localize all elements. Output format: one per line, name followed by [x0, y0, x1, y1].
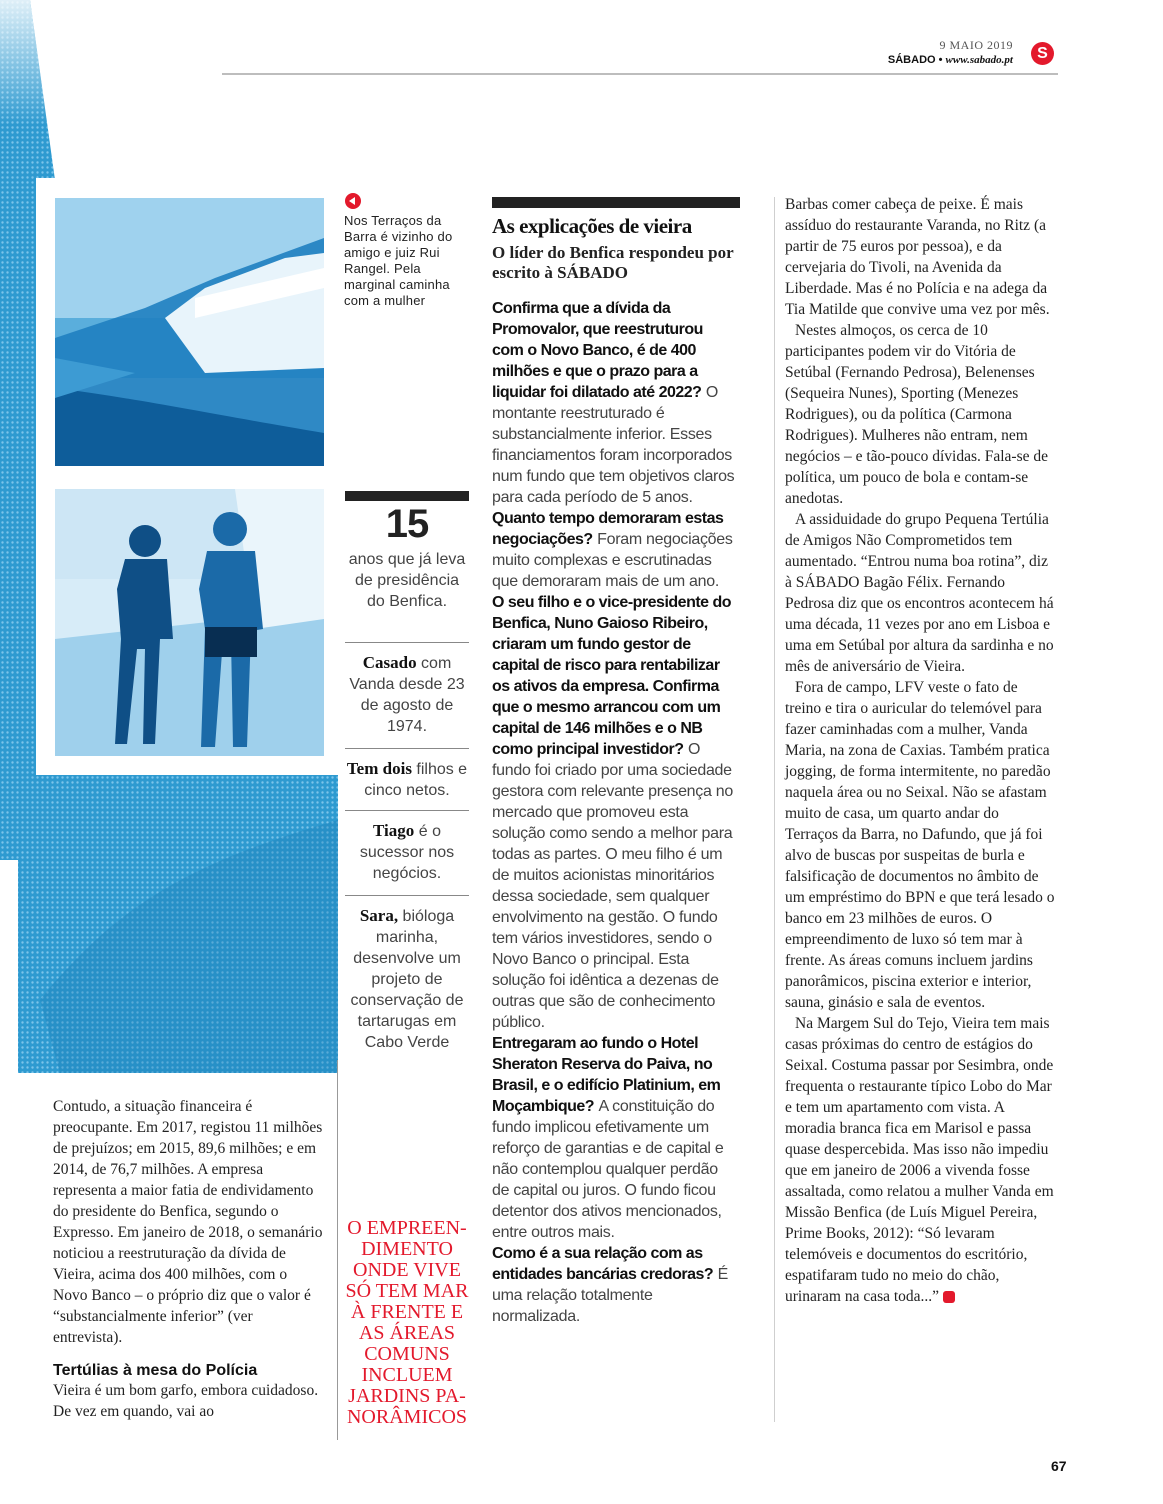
interview-qa: [492, 298, 738, 1327]
body-paragraph: A assiduidade do grupo Pequena Tertúlia de Amigos Não Comprometidos tem aumentado. “Entrou numa boa rotina”, diz à SÁBADO Bagão Félix. Fernando Pedrosa diz que os encontros acontecem há uma década, 11 vezes por ano em Lisboa e uma em Setúbal por altura da sardinha e no mês de aniversário de Vieira.: [785, 511, 1054, 675]
fact-children-bold: Tem dois: [346, 759, 412, 778]
fact-married-bold: Casado: [362, 653, 417, 672]
column-divider: [337, 1060, 338, 1440]
fact-tiago-text: é o sucessor nos negócios.: [359, 823, 455, 882]
sabado-logo: S: [1031, 42, 1054, 65]
body-paragraph: Nestes almoços, os cerca de 10 participantes podem vir do Vitória de Setúbal (Fernando Pedrosa), Belenenses (Sequeira Nunes), Sporting (Menezes Rodrigues), ou da política (Carmona Rodrigues). Mulheres não entram, nem negócios – e tão-pouco dívidas. Fala-se de política, um pouco de bola e contam-se anedotas.: [785, 322, 1048, 507]
answer: É uma relação totalmente normalizada.: [492, 1266, 728, 1325]
section-subhead: Tertúlias à mesa do Polícia: [53, 1362, 258, 1379]
fact-married: [345, 652, 469, 737]
sidebar-divider: [345, 748, 469, 749]
sidebar-divider: [345, 642, 469, 643]
question: O seu filho e o vice-presidente do Benfica, Nuno Gaioso Ribeiro, criaram um fundo gestor de capital de risco para rentabilizar os ativos da empresa. Confirma que o mesmo arrancou com um capital de 146 milhões e o NB como principal investidor?: [492, 594, 732, 758]
qa-item: [492, 1243, 738, 1327]
body-paragraph: Fora de campo, LFV veste o fato de treino e tira o auricular do telemóvel para fazer caminhadas com a mulher, Vanda Maria, na zona de Caxias. Também pratica jogging, de forma intermitente, no paredão naquela área ou no Seixal. Não se afastam muito de casa, um quarto andar do Terraços da Barra, no Dafundo, que já foi alvo de buscas por suspeitas de burla e falsificação de documentos no âmbito de um empréstimo do BPN e que terá lesado o banco em 23 milhões de euros. O empreendimento de luxo só tem mar à frente. As áreas comuns incluem jardins panorâmicos, piscina exterior e interior, sauna, ginásio e sala de eventos.: [785, 679, 1055, 1011]
pull-quote: O EMPREEN-DIMENTO ONDE VIVE SÓ TEM MAR À FRENTE E AS ÁREAS COMUNS INCLUEM JARDINS PA-NORÂMICOS: [345, 1217, 469, 1428]
interview-title: As explicações de vieira: [492, 214, 692, 238]
magazine-line: SÁBADO • www.sabado.pt: [887, 54, 1013, 66]
right-body-column: [785, 194, 1055, 1307]
column-divider: [774, 197, 775, 1422]
answer: O montante reestruturado é substancialmente inferior. Esses financiamentos foram incorporados num fundo que tem objetivos claros para cada período de 5 anos.: [492, 384, 735, 506]
couple-walking-photo: [55, 489, 324, 756]
qa-item: [492, 508, 738, 592]
fact-sara: [345, 905, 469, 1053]
qa-item: [492, 592, 738, 1033]
sidebar-divider: [345, 895, 469, 896]
question: Entregaram ao fundo o Hotel Sheraton Reserva do Paiva, no Brasil, e o edifício Platinium, em Moçambique?: [492, 1035, 721, 1115]
issue-date: 9 MAIO 2019: [939, 38, 1013, 52]
years-text: anos que já leva de presidência do Benfica.: [348, 551, 466, 610]
website-link[interactable]: www.sabado.pt: [945, 54, 1013, 66]
last-paragraph-text: Na Margem Sul do Tejo, Vieira tem mais casas próximas do centro de estágios do Seixal. Costuma passar por Sesimbra, onde frequenta o restaurante típico Lobo do Mar e tem um apartamento com vista. A moradia branca fica em Marisol e passa quase despercebida. Mas isso não impediu que em janeiro de 2006 a vivenda fosse assaltada, como relatou a mulher Vanda em Missão Benfica (de Luís Miguel Pereira, Prime Books, 2012): “Só levaram telemóveis e documentos do escritório, espatifaram tudo no meio do chão, urinaram na casa toda...”: [785, 1015, 1054, 1305]
fact-children-text: filhos e cinco netos.: [364, 761, 468, 799]
years-number: 15: [385, 502, 429, 546]
question: Como é a sua relação com as entidades bancárias credoras?: [492, 1245, 714, 1283]
interview-subtitle: O líder do Benfica respondeu por escrito à SÁBADO: [492, 243, 734, 282]
qa-item: [492, 1033, 738, 1243]
sidebar-bar: [345, 491, 469, 501]
fact-married-text: com Vanda desde 23 de agosto de 1974.: [349, 655, 465, 735]
body-paragraph: Contudo, a situação financeira é preocupante. Em 2017, registou 11 milhões de prejuízos; em 2015, 89,6 milhões; e em 2014, de 76,7 milhões. A empresa representa a maior fatia de endividamento do presidente do Benfica, segundo o Expresso. Em janeiro de 2018, o semanário noticiou a reestruturação da dívida de Vieira, acima dos 400 milhões, com o Novo Banco – o próprio diz que o valor é “substancialmente inferior” (ver entrevista).: [53, 1098, 323, 1346]
page-number: 67: [1051, 1458, 1067, 1474]
photo-caption: Nos Terraços da Barra é vizinho do amigo e juiz Rui Rangel. Pela marginal caminha com a mulher: [344, 213, 453, 308]
body-paragraph: Vieira é um bom garfo, embora cuidadoso. De vez em quando, vai ao: [53, 1382, 319, 1420]
fact-children: [345, 758, 469, 801]
answer: Foram negociações muito complexas e escrutinadas que demoraram mais de um ano.: [492, 531, 733, 590]
fact-sara-text: bióloga marinha, desenvolve um projeto de conservação de tartarugas em Cabo Verde: [350, 908, 464, 1051]
header-rule: [222, 73, 1058, 75]
body-paragraph-last: [785, 1013, 1055, 1307]
caption-arrow-icon: [345, 193, 361, 209]
answer: O fundo foi criado por uma sociedade gestora com relevante presença no mercado que promoveu esta solução como sendo a melhor para todas as partes. O meu filho é um de muitos acionistas minoritários dessa sociedade, sem qualquer envolvimento na gestão. O fundo tem vários investidores, sendo o Novo Banco o principal. Esta solução foi idêntica a dezenas de outras que são de conhecimento público.: [492, 741, 733, 1031]
qa-item: [492, 298, 738, 508]
magazine-name: SÁBADO: [887, 54, 936, 66]
fact-tiago: [345, 820, 469, 884]
question: Quanto tempo demoraram estas negociações?: [492, 510, 724, 548]
sidebar-divider: [345, 810, 469, 811]
left-body-column: [53, 1096, 323, 1422]
fact-tiago-bold: Tiago: [373, 821, 415, 840]
fact-sara-bold: Sara,: [359, 906, 399, 925]
end-of-article-icon: [943, 1291, 955, 1303]
building-photo: [55, 198, 324, 466]
question: Confirma que a dívida da Promovalor, que reestruturou com o Novo Banco, é de 400 milhões e que o prazo para a liquidar foi dilatado até 2022?: [492, 300, 703, 401]
interview-bar: [492, 197, 740, 208]
answer: A constituição do fundo implicou efetivamente um reforço de garantias e de capital e não contemplou qualquer perdão de capital ou juros. O fundo ficou detentor dos ativos mencionados, entre outros mais.: [492, 1098, 724, 1241]
body-paragraph: Barbas comer cabeça de peixe. É mais assíduo do restaurante Varanda, no Ritz (a partir de 75 euros por pessoa), e da cervejaria do Tivoli, na Avenida da Liberdade. Mas é no Polícia e na adega da Tia Matilde que convive uma vez por mês.: [785, 196, 1050, 318]
